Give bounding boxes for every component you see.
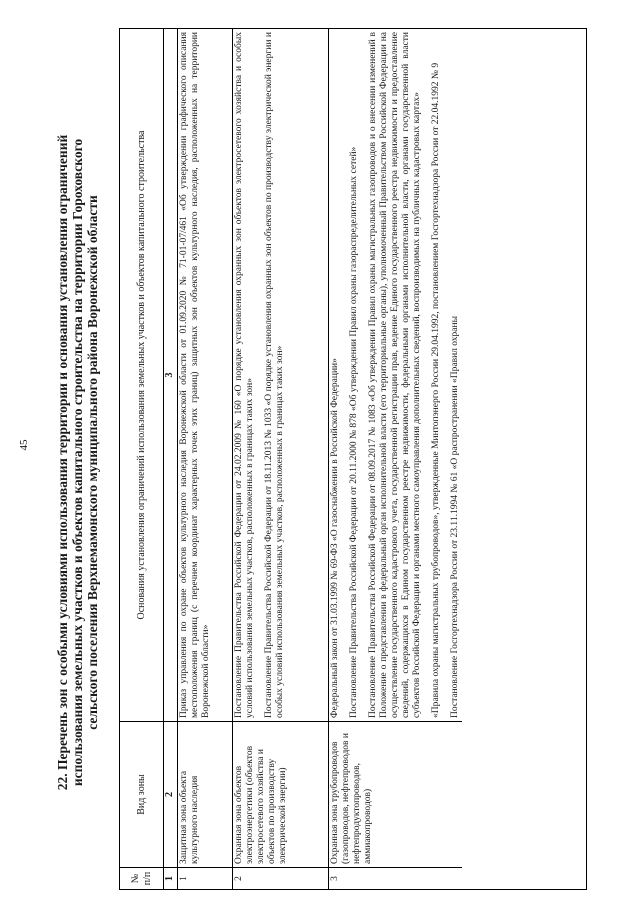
- page-number: 45: [18, 439, 30, 451]
- header-zone-type: Вид зоны: [120, 721, 163, 867]
- basis-cell: [329, 29, 462, 721]
- basis-paragraph: Приказ управления по охране объектов культурного наследия Воронежской области от 01.09.2020 № 71-01-07/461 «Об утверждении графического описания местоположения границ (с перечнем координат характерных точек этих границ) защитных зон объектов культурного наследия, расположенных на территории Воронежской области»: [179, 32, 211, 718]
- row-number: 2: [233, 867, 328, 889]
- basis-cell: [178, 29, 232, 721]
- column-number: 2: [164, 721, 177, 867]
- heading-line: использования земельных участков и объектов капитального строительства на территории Гороховского: [70, 138, 85, 787]
- table-row: [329, 29, 462, 889]
- column-number: 3: [164, 372, 175, 378]
- basis-paragraph: Постановление Госгортехнадзора России от 23.11.1994 № 61 «О распространении «Правил охраны: [450, 316, 460, 718]
- rotated-page-content: [50, 25, 590, 900]
- zone-type: Защитная зона объекта культурного наследия: [178, 721, 232, 867]
- table-row: [178, 29, 233, 889]
- zones-table: [119, 28, 587, 890]
- row-number: 1: [178, 867, 232, 889]
- header-number: № п/п: [120, 867, 163, 889]
- column-number-row: [164, 29, 178, 889]
- basis-paragraph: Постановление Правительства Российской Федерации от 08.09.2017 № 1083 «Об утверждении Правил охраны магистральных газопроводов и о внесении изменений в Положение о представлении в федеральный орган исполнительной власти (его территориальные органы), уполномоченный Правительством Российской Федерации на осуществление государственного кадастрового учета, государственной регистрации прав, ведение Единого государственного реестра недвижимости и предоставление сведений, содержащихся в Едином государственном реестре недвижимости, федеральными органами исполнительной власти, органами государственной власти субъектов Российской Федерации и органами местного самоуправления дополнительных сведений, воспроизводимых на публичных кадастровых картах»: [368, 32, 422, 718]
- document-heading: [55, 25, 117, 900]
- heading-line: 22. Перечень зон с особыми условиями использования территории и основания установления ограничений: [55, 134, 70, 791]
- basis-paragraph: Постановление Правительства Российской Федерации от 20.11.2000 № 878 «Об утверждении Правил охраны газораспределительных сетей»: [349, 146, 359, 718]
- heading-line: сельского поселения Верхнемамонского муниципального района Воронежской области: [85, 195, 100, 730]
- basis-paragraph: Постановление Правительства Российской Федерации от 24.02.2009 № 160 «О порядке установления охранных зон объектов электросетевого хозяйства и особых условий использования земельных участков, расположенных в границах таких зон»: [234, 32, 255, 718]
- row-number: 3: [329, 867, 462, 889]
- table-header-row: [120, 29, 164, 889]
- basis-paragraph: Федеральный закон от 31.03.1999 № 69-ФЗ «О газоснабжении в Российской Федерации»: [330, 358, 340, 718]
- header-basis: Основания установления ограничений использования земельных участков и объектов капитального строительства: [135, 130, 147, 620]
- basis-paragraph: «Правила охраны магистральных трубопроводов», утвержденные Минтопэнерго России 29.04.1992, постановлением Госгортехнадзора России от 22.04.1992 № 9: [431, 62, 441, 718]
- zone-type: Охранная зона объектов электроэнергетики (объектов электросетевого хозяйства и объектов по производству электрической энергии): [233, 721, 328, 867]
- basis-paragraph: Постановление Правительства Российской Федерации от 18.11.2013 № 1033 «О порядке установления охранных зон объектов по производству электрической энергии и особых условий использования земельных участков, расположенных в границах таких зон»: [264, 32, 285, 718]
- zone-type: Охранная зона трубопроводов (газопроводов, нефтепроводов и нефтепродуктопроводов, аммиакопроводов): [329, 721, 462, 867]
- basis-cell: [233, 29, 328, 721]
- column-number: 1: [164, 867, 177, 889]
- table-row: [233, 29, 329, 889]
